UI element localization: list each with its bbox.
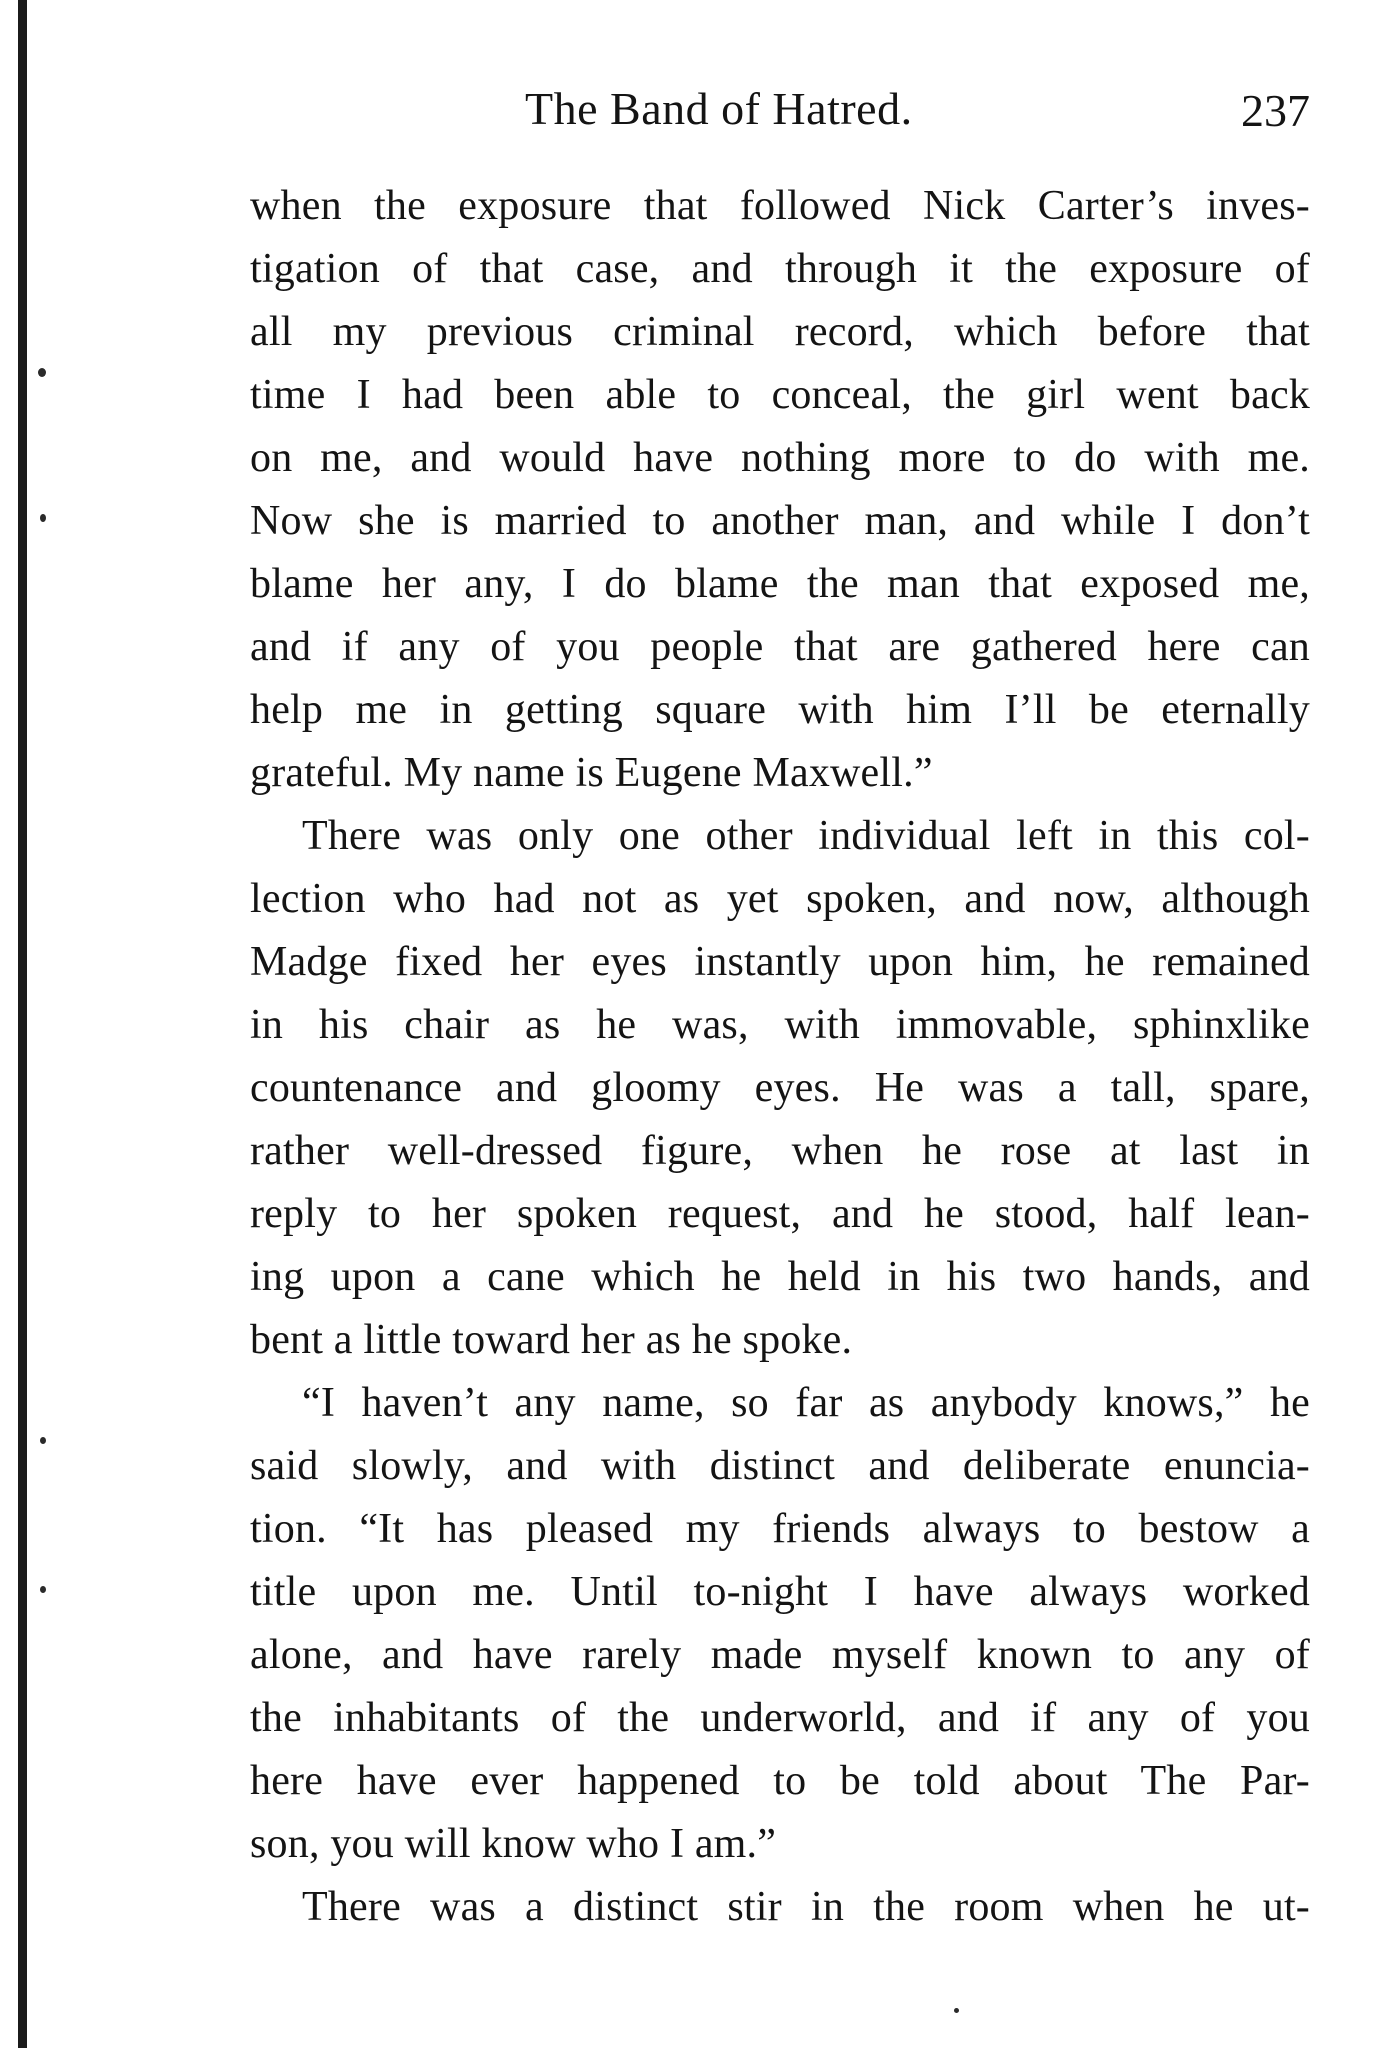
- text-line: tigation of that case, and through it the exposure of: [250, 246, 1310, 292]
- binding-edge-rule: [18, 0, 27, 2048]
- text-line: and if any of you people that are gathered here can: [250, 624, 1310, 670]
- text-line: rather well-dressed figure, when he rose at last in: [250, 1128, 1310, 1174]
- text-line: lection who had not as yet spoken, and now, although: [250, 876, 1310, 922]
- text-line: on me, and would have nothing more to do with me.: [250, 435, 1310, 481]
- text-line: reply to her spoken request, and he stood, half lean-: [250, 1191, 1310, 1237]
- chapter-title: The Band of Hatred.: [525, 83, 913, 134]
- text-line: son, you will know who I am.”: [250, 1821, 777, 1867]
- margin-speck: [40, 1586, 46, 1593]
- text-line: ing upon a cane which he held in his two hands, and: [250, 1254, 1310, 1300]
- running-head: [250, 82, 1310, 142]
- text-line: all my previous criminal record, which before that: [250, 309, 1310, 355]
- text-line: There was a distinct stir in the room when he ut-: [302, 1884, 1310, 1930]
- margin-speck: [38, 368, 46, 377]
- margin-speck: [40, 1437, 46, 1444]
- text-line: title upon me. Until to-night I have always worked: [250, 1569, 1310, 1615]
- text-line: time I had been able to conceal, the girl went back: [250, 372, 1310, 418]
- text-line: help me in getting square with him I’ll be eternally: [250, 687, 1310, 733]
- text-line: Now she is married to another man, and while I don’t: [250, 498, 1310, 544]
- body-text: [250, 175, 1310, 1939]
- text-line: in his chair as he was, with immovable, sphinxlike: [250, 1002, 1310, 1048]
- text-line: the inhabitants of the underworld, and if any of you: [250, 1695, 1310, 1741]
- margin-speck: [954, 2008, 959, 2013]
- text-line: said slowly, and with distinct and deliberate enuncia-: [250, 1443, 1310, 1489]
- page-number: 237: [1241, 85, 1310, 136]
- text-line: countenance and gloomy eyes. He was a tall, spare,: [250, 1065, 1310, 1111]
- text-line: There was only one other individual left in this col-: [302, 813, 1310, 859]
- text-line: blame her any, I do blame the man that exposed me,: [250, 561, 1310, 607]
- text-line: here have ever happened to be told about The Par-: [250, 1758, 1310, 1804]
- text-line: “I haven’t any name, so far as anybody knows,” he: [302, 1380, 1310, 1426]
- text-line: tion. “It has pleased my friends always to bestow a: [250, 1506, 1310, 1552]
- text-line: Madge fixed her eyes instantly upon him, he remained: [250, 939, 1310, 985]
- text-line: when the exposure that followed Nick Carter’s inves-: [250, 183, 1310, 229]
- text-line: grateful. My name is Eugene Maxwell.”: [250, 750, 933, 796]
- margin-speck: [40, 514, 46, 522]
- text-line: alone, and have rarely made myself known to any of: [250, 1632, 1310, 1678]
- text-line: bent a little toward her as he spoke.: [250, 1317, 853, 1363]
